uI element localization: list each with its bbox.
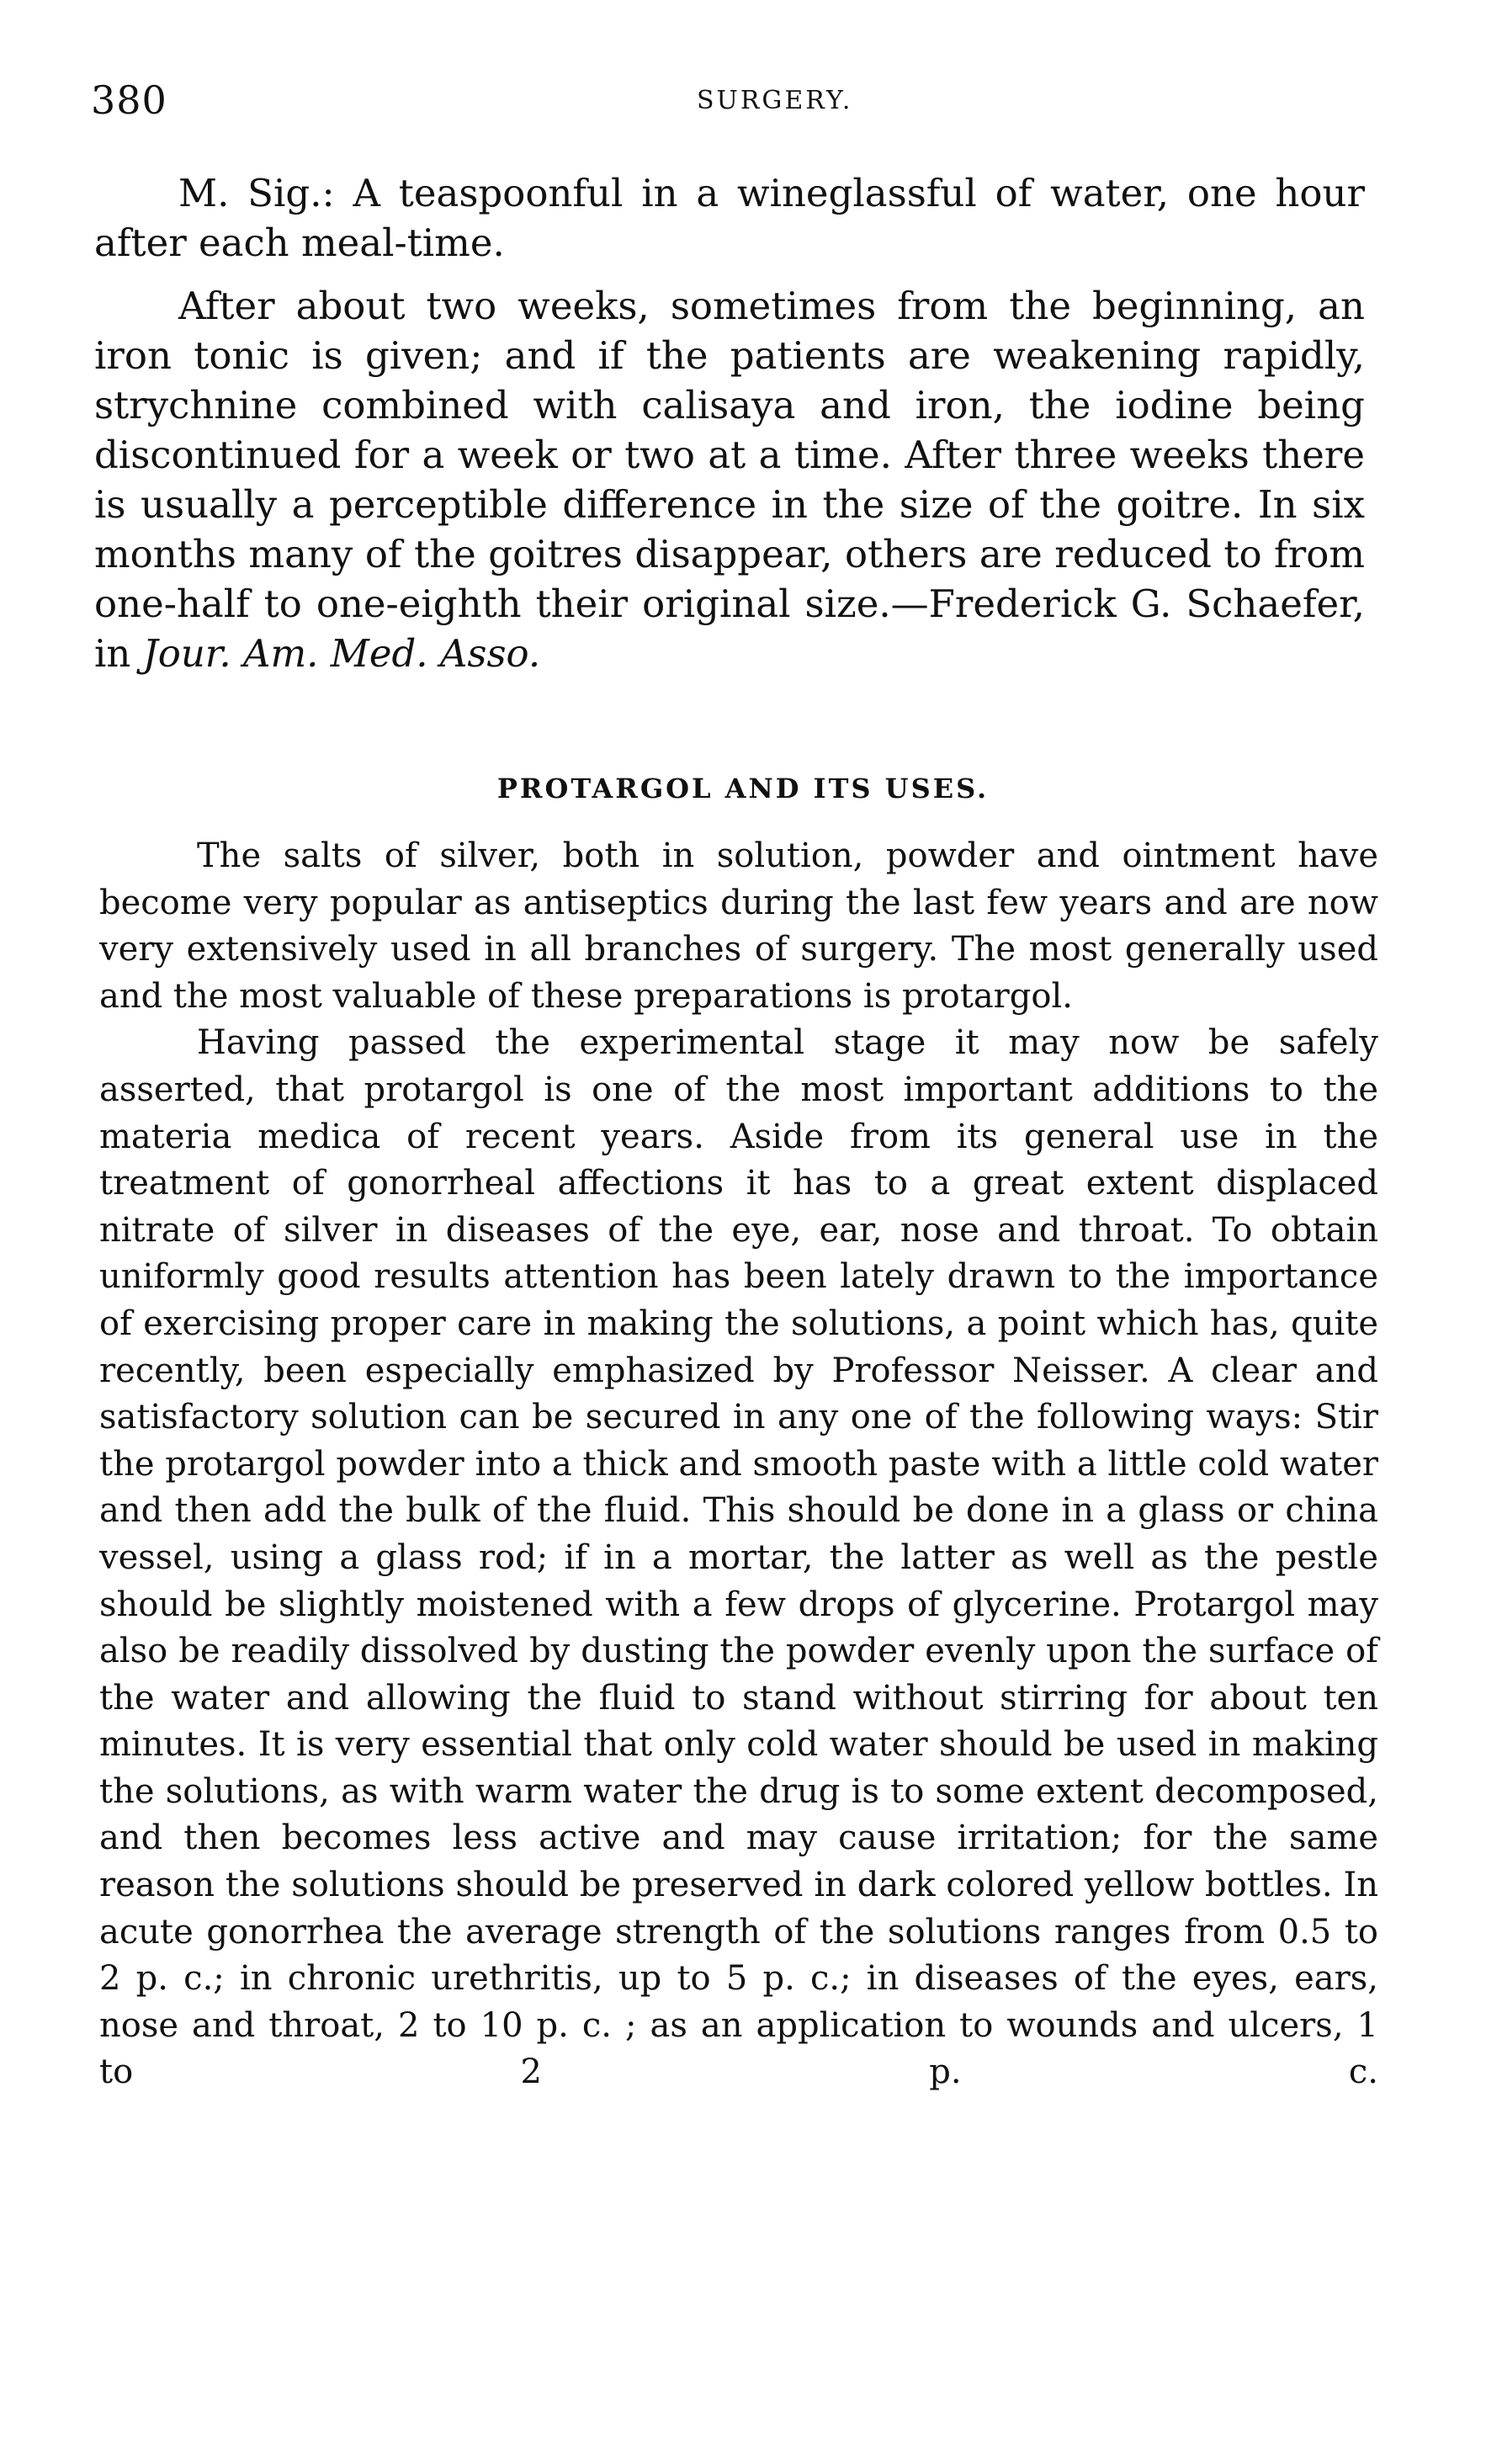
- protargol-usage-paragraph: Having passed the experimental stage it may now be safely asserted, that protargol is one of the most important additions to the materia medica of recent years. Aside from its general use in the treatment of gonorrheal affections it has to a great extent displaced nitrate of silver in diseases of the eye, ear, nose and throat. To obtain uniformly good results attention has been lately drawn to the importance of exercising proper care in making the solutions, a point which has, quite recently, been especially emphasized by Professor Neisser. A clear and satisfactory solution can be secured in any one of the following ways: Stir the protargol powder into a thick and smooth paste with a little cold water and then add the bulk of the fluid. This should be done in a glass or china vessel, using a glass rod; if in a mortar, the latter as well as the pestle should be slightly moistened with a few drops of glycerine. Protargol may also be readily dissolved by dusting the powder evenly upon the surface of the water and allowing the fluid to stand without stirring for about ten minutes. It is very essential that only cold water should be used in making the solutions, as with warm water the drug is to some extent decomposed, and then becomes less active and may cause irritation; for the same reason the solutions should be preserved in dark colored yellow bottles. In acute gonorrhea the average strength of the solutions ranges from 0.5 to 2 p. c.; in chronic urethritis, up to 5 p. c.; in diseases of the eyes, ears, nose and throat, 2 to 10 p. c. ; as an application to wounds and ulcers, 1 to 2 p. c.: [99, 1023, 1378, 2092]
- running-title: SURGERY.: [697, 86, 853, 115]
- section-heading: PROTARGOL AND ITS USES.: [496, 773, 990, 805]
- protargol-article-body: [99, 833, 1378, 2096]
- goitre-paragraph-text: After about two weeks, sometimes from the beginning, an iron tonic is given; and if the patients are weakening rapidly, strychnine combined with calisaya and iron, the iodine being discontinued for a week or two at a time. After three weeks there is usually a perceptible difference in the size of the goitre. In six months many of the goitres disappear, others are reduced to from one-half to one-eighth their original size.—Frederick G. Schaefer, in: [94, 284, 1365, 676]
- protargol-intro-paragraph: The salts of silver, both in solution, powder and ointment have become very popular as antiseptics during the last few years and are now very extensively used in all branches of surgery. The most generally used and the most valuable of these preparations is protargol.: [99, 836, 1378, 1016]
- prescription-signature: M. Sig.: A teaspoonful in a wineglassful of water, one hour after each meal-time.: [94, 171, 1365, 265]
- page-number: 380: [91, 77, 167, 123]
- journal-citation: Jour. Am. Med. Asso.: [142, 631, 541, 676]
- goitre-paragraph: [94, 281, 1365, 678]
- goitre-treatment-section: [94, 168, 1365, 678]
- page-header: [91, 77, 1391, 128]
